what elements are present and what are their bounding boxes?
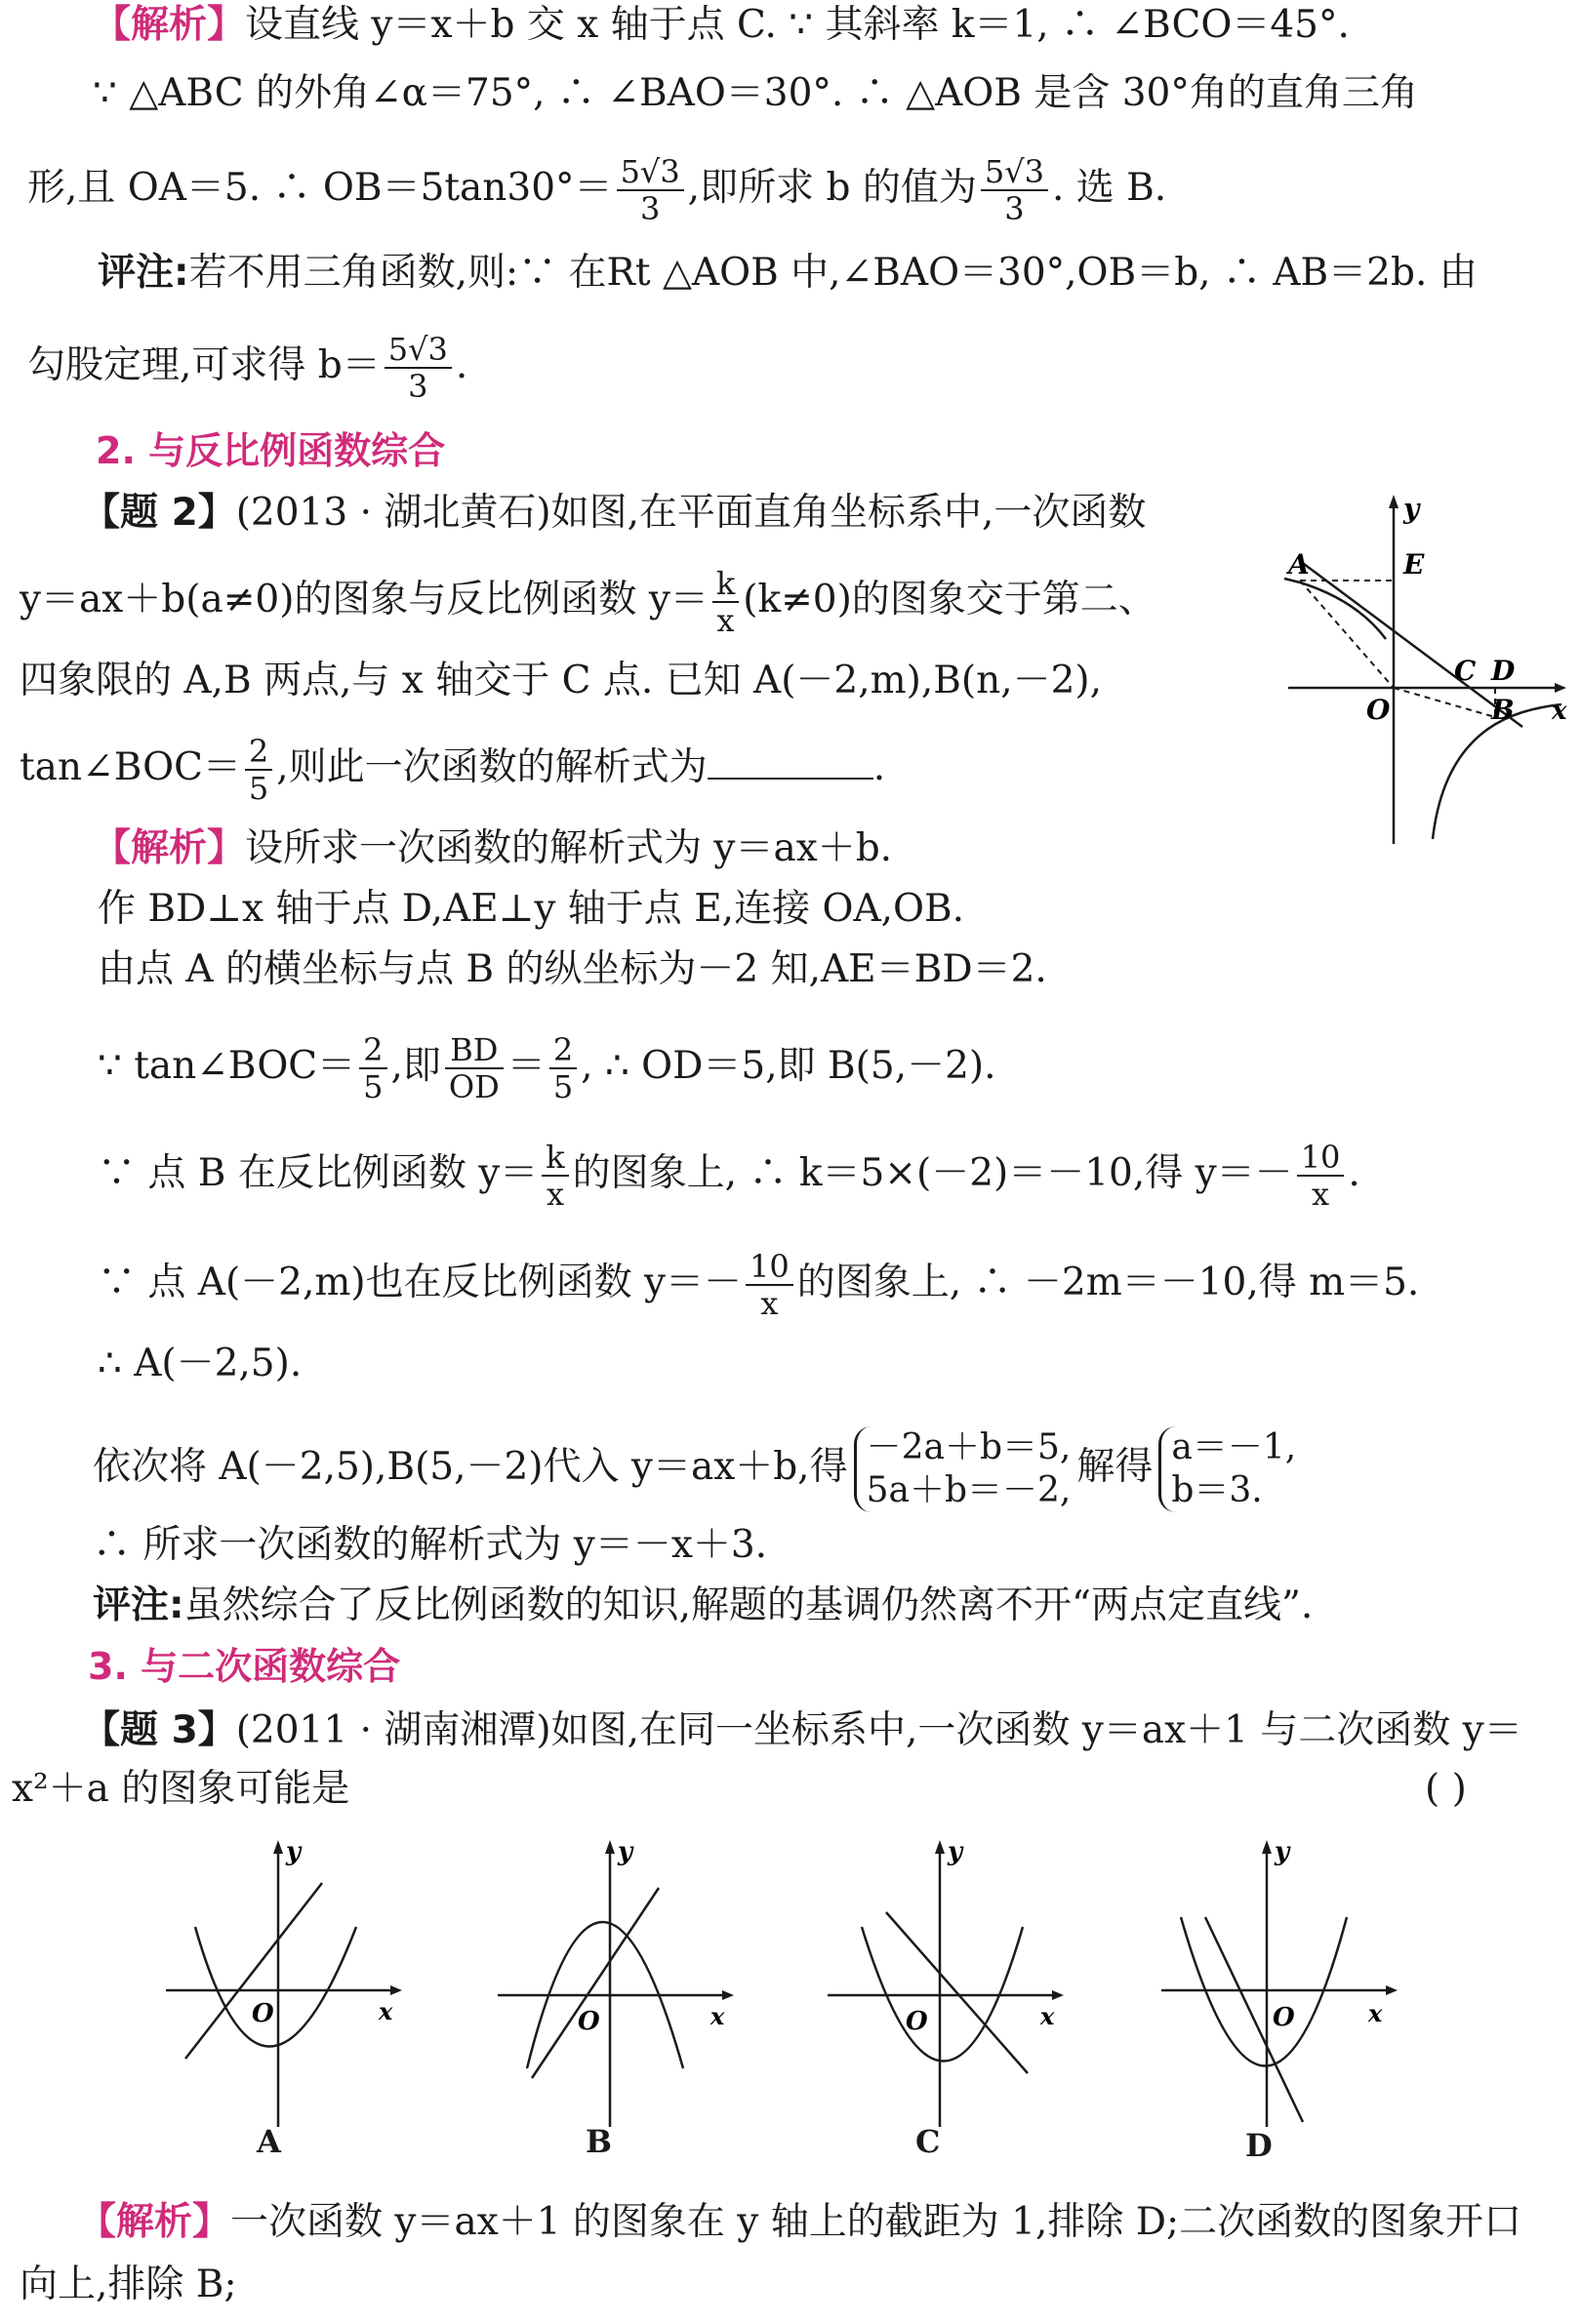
fraction: $\frac{BD}{OD}$ [445, 1032, 504, 1104]
analysis-text: 设直线 y＝x＋b 交 x 轴于点 C. ∵ 其斜率 k＝1, ∴ ∠BCO＝45°. [245, 3, 1350, 47]
note-label: 评注: [98, 251, 189, 295]
option-graph-c [818, 1834, 1072, 2156]
solution-system: a＝－1, b＝3. [1158, 1426, 1296, 1512]
fraction: $\frac{k}{x}$ [542, 1140, 568, 1212]
opt-d-x: x [1368, 1999, 1383, 2027]
opt-c-x: x [1040, 2002, 1055, 2030]
solution-2-line-8: 依次将 A(－2,5),B(5,－2)代入 y＝ax＋b,得 －2a＋b＝5, 5a＋b＝－2, 解得 a＝－1, b＝3. [93, 1427, 1297, 1510]
fraction: $\frac{2}{5}$ [549, 1032, 577, 1104]
problem-3-line-2: x²＋a 的图象可能是 [12, 1767, 350, 1811]
opt-a-x: x [379, 1997, 393, 2025]
solution-2-line-5: ∵ 点 B 在反比例函数 y＝ $\frac{k}{x}$ 的图象上, ∴ k＝5×(－2)＝－10,得 y＝－ $\frac{10}{x}$ . [98, 1139, 1360, 1213]
problem-3-tag: 【题 3】 [82, 1708, 236, 1752]
note-line-2: 勾股定理,可求得 b＝ $\frac{5√3}{3}$ . [27, 331, 468, 405]
opt-c-o: O [906, 2007, 928, 2036]
solution-3-line-2: 向上,排除 B; [20, 2263, 237, 2306]
analysis-line-2: ∵ △ABC 的外角∠α＝75°, ∴ ∠BAO＝30°. ∴ △AOB 是含 30°角的直角三角 [93, 71, 1418, 115]
section-2-title: 2. 与反比例函数综合 [96, 429, 446, 472]
option-c-label: C [915, 2123, 941, 2160]
fraction: $\frac{2}{5}$ [245, 734, 272, 806]
solution-2-line-4: ∵ tan∠BOC＝ $\frac{2}{5}$ ,即 $\frac{BD}{OD}$ ＝ $\frac{2}{5}$ , ∴ OD＝5,即 B(5,－2). [98, 1031, 996, 1105]
fraction: $\frac{10}{x}$ [1297, 1140, 1345, 1212]
fraction: $\frac{k}{x}$ [712, 566, 739, 638]
option-graph-a [156, 1834, 410, 2156]
fig-label-c: C [1454, 655, 1477, 687]
opt-d-o: O [1273, 2003, 1295, 2032]
option-b-label: B [586, 2123, 613, 2160]
fig-label-e: E [1403, 548, 1425, 581]
option-graph-b [488, 1834, 742, 2156]
fraction: $\frac{2}{5}$ [359, 1032, 386, 1104]
fig-label-b: B [1491, 694, 1515, 726]
solution-2-line-2: 作 BD⊥x 轴于点 D,AE⊥y 轴于点 E,连接 OA,OB. [98, 887, 965, 931]
problem-2-figure [1278, 493, 1571, 849]
opt-a-o: O [252, 1999, 274, 2028]
fraction: $\frac{10}{x}$ [746, 1249, 793, 1321]
fraction: $\frac{5√3}{3}$ [385, 332, 452, 404]
solution-2-line-9: ∴ 所求一次函数的解析式为 y＝－x＋3. [93, 1523, 768, 1567]
equation-system: －2a＋b＝5, 5a＋b＝－2, [854, 1426, 1072, 1512]
note-line-1: 评注:若不用三角函数,则:∵ 在Rt △AOB 中,∠BAO＝30°,OB＝b, ∴ AB＝2b. 由 [98, 251, 1478, 295]
option-a-label: A [257, 2123, 281, 2160]
fig-label-y: y [1403, 493, 1420, 525]
opt-d-y: y [1275, 1837, 1290, 1866]
answer-blank [708, 746, 873, 780]
problem-2-line-4: tan∠BOC＝ $\frac{2}{5}$ ,则此一次函数的解析式为 . [20, 733, 886, 807]
solution-3-line-1: 【解析】一次函数 y＝ax＋1 的图象在 y 轴上的截距为 1,排除 D;二次函数的图象开口 [78, 2200, 1522, 2244]
analysis-line-1 [93, 0, 1350, 51]
fig-label-d: D [1491, 655, 1516, 687]
analysis-tag: 【解析】 [93, 3, 246, 47]
problem-2-line-1: 【题 2】(2013 · 湖北黄石)如图,在平面直角坐标系中,一次函数 [82, 491, 1147, 535]
opt-c-y: y [948, 1837, 963, 1866]
note-2-label: 评注: [93, 1583, 184, 1627]
fig-label-x: x [1552, 697, 1567, 726]
analysis-line-3: 形,且 OA＝5. ∴ OB＝5tan30°＝ $\frac{5√3}{3}$ ,即所求 b 的值为 $\frac{5√3}{3}$ . 选 B. [27, 153, 1167, 227]
opt-a-y: y [286, 1837, 302, 1866]
opt-b-y: y [618, 1837, 633, 1866]
note-2: 评注:虽然综合了反比例函数的知识,解题的基调仍然离不开“两点定直线”. [93, 1583, 1314, 1627]
problem-2-line-3: 四象限的 A,B 两点,与 x 轴交于 C 点. 已知 A(－2,m),B(n,－2), [20, 659, 1103, 702]
answer-parentheses: ( ) [1425, 1767, 1467, 1811]
opt-b-o: O [578, 2007, 600, 2036]
fig-label-o: O [1366, 694, 1391, 726]
solution-2-line-1: 【解析】设所求一次函数的解析式为 y＝ax＋b. [93, 826, 893, 870]
opt-b-x: x [710, 2002, 725, 2030]
fig-label-a: A [1288, 548, 1310, 581]
option-d-label: D [1245, 2127, 1273, 2164]
problem-2-tag: 【题 2】 [82, 491, 236, 535]
solution-2-tag: 【解析】 [93, 826, 246, 870]
fraction: $\frac{5√3}{3}$ [981, 154, 1048, 226]
solution-3-tag: 【解析】 [78, 2200, 231, 2244]
solution-2-line-6: ∵ 点 A(－2,m)也在反比例函数 y＝－ $\frac{10}{x}$ 的图象上, ∴ －2m＝－10,得 m＝5. [98, 1248, 1420, 1322]
fraction: $\frac{5√3}{3}$ [617, 154, 684, 226]
solution-2-line-3: 由点 A 的横坐标与点 B 的纵坐标为－2 知,AE＝BD＝2. [98, 947, 1047, 991]
problem-3-line-1: 【题 3】(2011 · 湖南湘潭)如图,在同一坐标系中,一次函数 y＝ax＋1 与二次函数 y＝ [82, 1708, 1522, 1752]
problem-2-line-2: y＝ax＋b(a≠0)的图象与反比例函数 y＝ $\frac{k}{x}$ (k≠0)的图象交于第二、 [20, 565, 1156, 639]
section-3-title: 3. 与二次函数综合 [88, 1645, 401, 1688]
option-graph-d [1152, 1834, 1405, 2156]
solution-2-line-7: ∴ A(－2,5). [98, 1342, 303, 1385]
